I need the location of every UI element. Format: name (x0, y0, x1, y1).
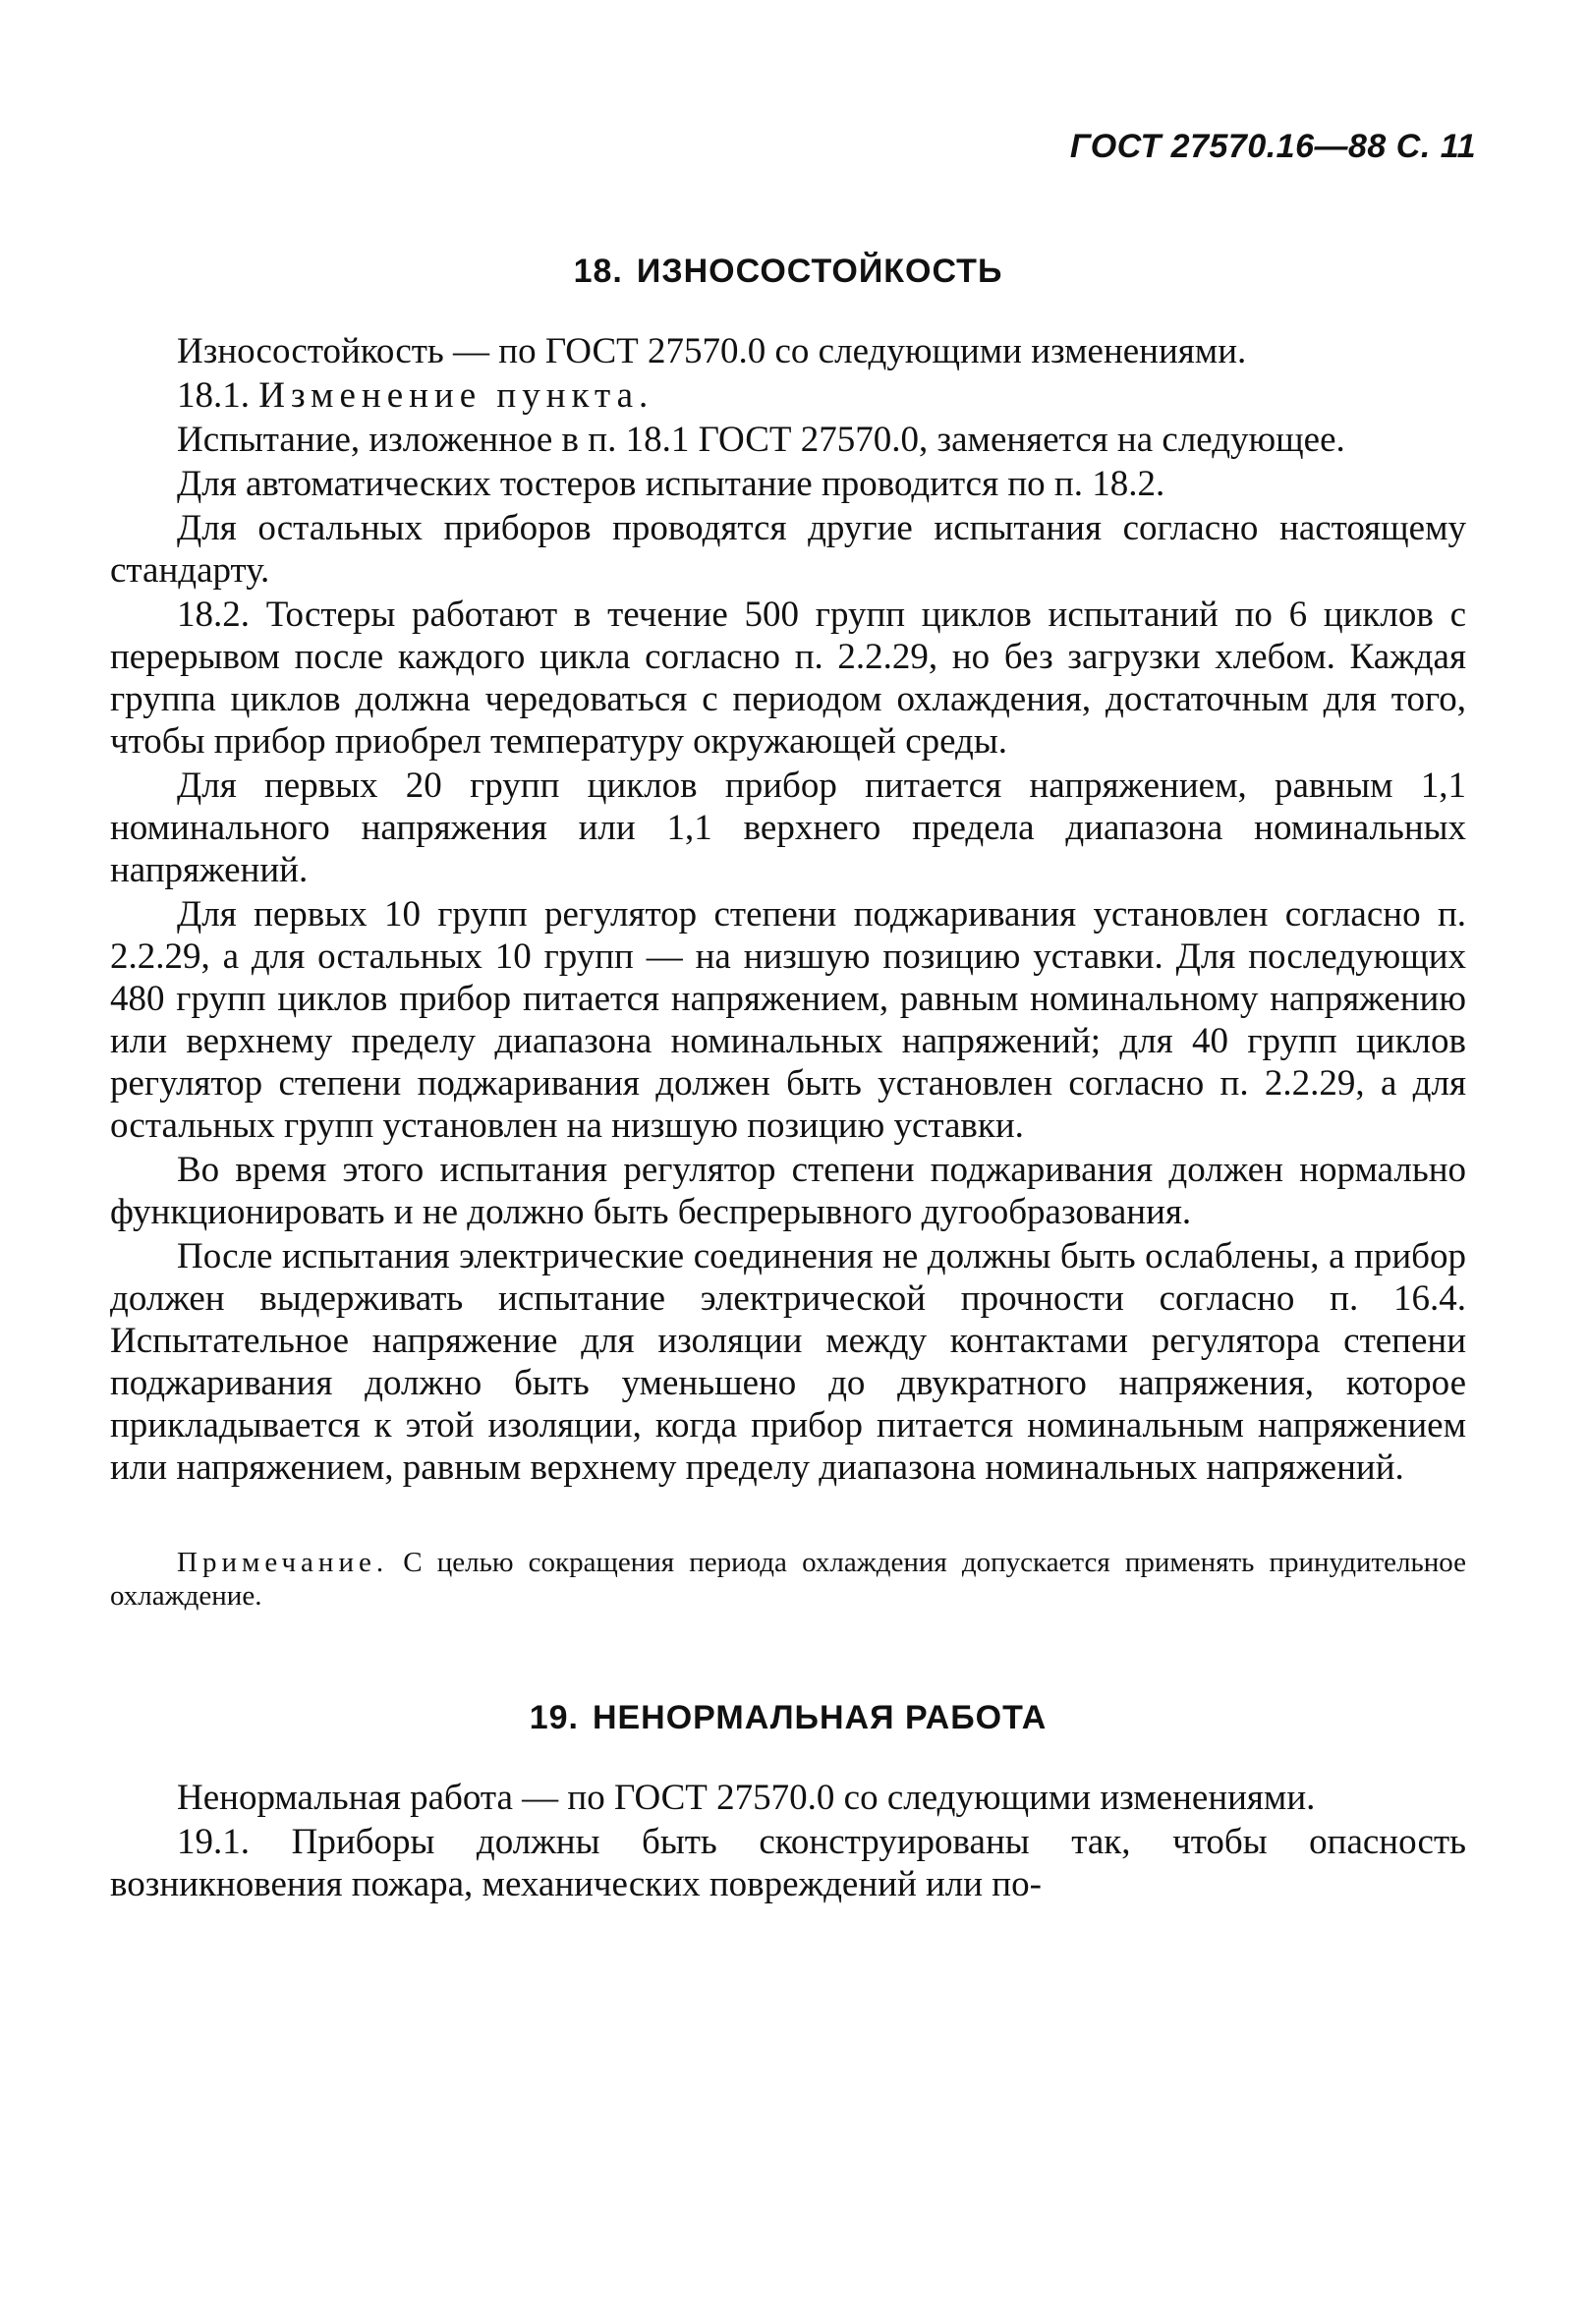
section-19-intro: Ненормальная работа — по ГОСТ 27570.0 со следующими изменениями. (177, 1778, 1316, 1818)
section-19-title (110, 1699, 1466, 1737)
note-label: Примечание. (177, 1547, 389, 1578)
section-18-title (110, 253, 1466, 291)
section-19-heading: НЕНОРМАЛЬНАЯ РАБОТА (592, 1699, 1048, 1736)
section-18-heading: ИЗНОСОСТОЙКОСТЬ (636, 253, 1003, 290)
clause-18-2-text-2: Для первых 20 групп циклов прибор питается напряжением, равным 1,1 номинального напряжения или 1,1 верхнего предела диапазона номинальных напряжений. (110, 765, 1466, 890)
clause-18-2-text-1: 18.2. Тостеры работают в течение 500 групп циклов испытаний по 6 циклов с перерывом после каждого цикла согласно п. 2.2.29, но без загрузки хлебом. Каждая группа циклов должна чередоваться с периодом охлаждения, достаточным для того, чтобы прибор приобрел температуру окружающей среды. (110, 595, 1466, 762)
document-page (110, 128, 1476, 1905)
page-header: ГОСТ 27570.16—88 С. 11 (1069, 128, 1476, 165)
clause-18-2-text-5: После испытания электрические соединения не должны быть ослаблены, а прибор должен выдерживать испытание электрической прочности согласно п. 16.4. Испытательное напряжение для изоляции между контактами регулятора степени поджаривания должно быть уменьшено до двукратного напряжения, которое прикладывается к этой изоляции, когда прибор питается номинальным напряжением или напряжением, равным верхнему пределу диапазона номинальных напряжений. (110, 1236, 1466, 1488)
section-18-note (110, 1546, 1466, 1613)
clause-18-1-text-2: Для автоматических тостеров испытание проводится по п. 18.2. (177, 464, 1165, 504)
note-text: С целью сокращения периода охлаждения допускается применять принудительное охлаждение. (110, 1547, 1466, 1612)
clause-18-1-text-1: Испытание, изложенное в п. 18.1 ГОСТ 27570.0, заменяется на следующее. (177, 420, 1345, 460)
clause-18-1-heading (110, 374, 1466, 417)
clause-19-1-text: 19.1. Приборы должны быть сконструированы так, чтобы опасность возникновения пожара, механических повреждений или по- (110, 1822, 1466, 1904)
clause-18-2-text-4: Во время этого испытания регулятор степени поджаривания должен нормально функционировать и не должно быть беспрерывного дугообразования. (110, 1150, 1466, 1232)
clause-18-1-title: Изменение пункта. (258, 375, 654, 416)
section-19-number: 19. (529, 1699, 579, 1736)
clause-18-1-number: 18.1. (177, 375, 250, 416)
section-18-number: 18. (573, 253, 623, 290)
clause-18-1-text-3: Для остальных приборов проводятся другие испытания согласно настоящему стандарту. (110, 508, 1466, 591)
section-18-intro: Износостойкость — по ГОСТ 27570.0 со следующими изменениями. (177, 331, 1247, 371)
clause-18-2-text-3: Для первых 10 групп регулятор степени поджаривания установлен согласно п. 2.2.29, а для остальных 10 групп — на низшую позицию уставки. Для последующих 480 групп циклов прибор питается напряжением, равным номинальному напряжению или верхнему пределу диапазона номинальных напряжений; для 40 групп циклов регулятор степени поджаривания должен быть установлен согласно п. 2.2.29, а для остальных групп установлен на низшую позицию уставки. (110, 894, 1466, 1146)
